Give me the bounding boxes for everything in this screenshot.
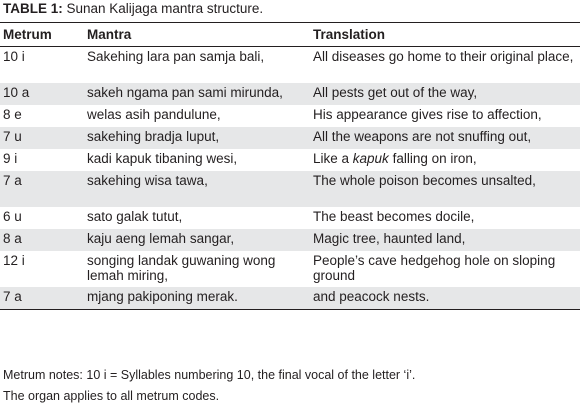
translation-cell: and peacock nests.: [310, 287, 580, 310]
translation-cell: All diseases go home to their original place,: [313, 49, 574, 64]
header-translation: Translation: [310, 23, 580, 47]
table-row: [0, 171, 580, 207]
table-notes: [3, 365, 415, 407]
header-mantra: Mantra: [84, 23, 310, 47]
organ-note: The organ applies to all metrum codes.: [3, 389, 220, 403]
mantra-cell: welas asih pandulune,: [87, 107, 221, 122]
mantra-cell: sato galak tutut,: [87, 209, 183, 224]
mantra-cell: mjang pakiponing merak.: [84, 287, 310, 310]
table-header-row: [0, 23, 580, 47]
metrum-cell: 7 a: [0, 287, 84, 310]
metrum-cell: 8 a: [0, 229, 84, 251]
metrum-cell: 9 i: [3, 151, 18, 166]
translation-cell: The beast becomes docile,: [313, 209, 475, 224]
mantra-cell: sakehing wisa tawa,: [84, 171, 310, 207]
translation-cell: Magic tree, haunted land,: [310, 229, 580, 251]
translation-emphasis: kapuk: [352, 151, 389, 166]
metrum-cell: 7 a: [0, 171, 84, 207]
mantra-cell: songing landak guwaning wong lemah miring,: [87, 253, 276, 283]
table-caption: [3, 0, 263, 17]
metrum-cell: 10 a: [0, 83, 84, 105]
table-row: [0, 105, 580, 127]
metrum-cell: 6 u: [3, 209, 22, 224]
metrum-note: Metrum notes: 10 i = Syllables numbering 10, the final vocal of the letter ‘i’.: [3, 368, 416, 382]
table-row: [0, 83, 580, 105]
table-row: [0, 149, 580, 171]
metrum-cell: 7 u: [0, 127, 84, 149]
table-row: [0, 229, 580, 251]
translation-cell: His appearance gives rise to affection,: [313, 107, 542, 122]
mantra-cell: kadi kapuk tibaning wesi,: [87, 151, 238, 166]
metrum-cell: 8 e: [3, 107, 22, 122]
table-row: [0, 127, 580, 149]
translation-cell: All pests get out of the way,: [310, 83, 580, 105]
mantra-table: [0, 22, 580, 310]
table-row: [0, 207, 580, 229]
translation-text: falling on iron,: [388, 151, 477, 166]
translation-cell: All the weapons are not snuffing out,: [310, 127, 580, 149]
metrum-cell: 12 i: [3, 253, 25, 268]
metrum-cell: 10 i: [3, 49, 25, 64]
mantra-cell: kaju aeng lemah sangar,: [84, 229, 310, 251]
translation-cell: The whole poison becomes unsalted,: [310, 171, 580, 207]
translation-cell: People’s cave hedgehog hole on sloping ground: [313, 253, 556, 283]
caption-label: TABLE 1:: [3, 1, 63, 16]
table-row: [0, 251, 580, 287]
mantra-cell: sakehing bradja luput,: [84, 127, 310, 149]
translation-text: Like a: [313, 151, 353, 166]
mantra-cell: sakeh ngama pan sami mirunda,: [84, 83, 310, 105]
mantra-cell: Sakehing lara pan samja bali,: [87, 49, 265, 64]
table-row: [0, 47, 580, 84]
translation-cell: [310, 149, 580, 171]
header-metrum: Metrum: [0, 23, 84, 47]
table-row: [0, 287, 580, 310]
caption-text: Sunan Kalijaga mantra structure.: [62, 1, 264, 16]
